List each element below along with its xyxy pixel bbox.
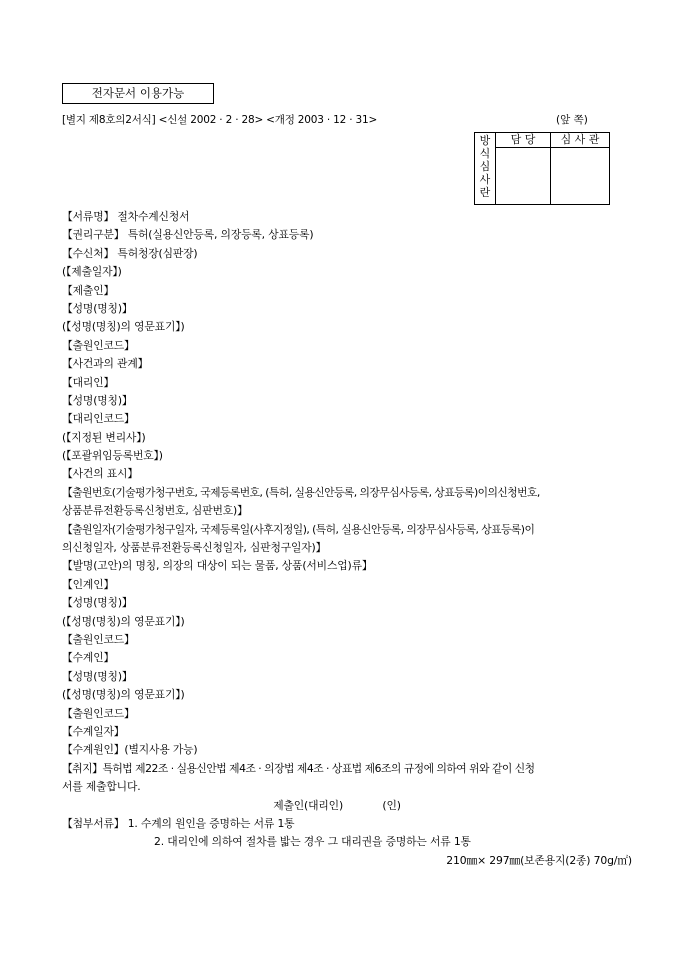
field-line: 【출원인코드】: [62, 338, 135, 352]
field-line: (【포괄위임등록번호】): [62, 449, 163, 463]
field-line: 【발명(고안)의 명칭, 의장의 대상이 되는 물품, 상품(서비스업)류】: [62, 559, 373, 573]
field-line: 【성명(명칭)】: [62, 596, 133, 610]
field-line: 【사건의 표시】: [62, 467, 138, 481]
signature-line: 제출인(대리인) (인): [273, 798, 401, 812]
field-line: 【출원인코드】: [62, 632, 135, 646]
field-line: (【지정된 변리사】): [62, 430, 146, 444]
field-line: 【수계일자】: [62, 724, 125, 738]
field-line: 【대리인】: [62, 375, 115, 389]
page-side-label: (앞 쪽): [556, 114, 588, 126]
approval-table: [474, 132, 610, 205]
field-line: 【수계인】: [62, 651, 115, 665]
attachments-line-1: 【첨부서류】 1. 수계의 원인을 증명하는 서류 1통: [62, 816, 295, 830]
approval-cell-examiner: [551, 148, 610, 205]
field-line: 【취지】특허법 제22조 · 실용신안법 제4조 · 의장법 제4조 · 상표법 제6조의 규정에 의하여 위와 같이 신청: [62, 761, 535, 775]
field-line: 【제출인】: [62, 283, 115, 297]
field-line: 【권리구분】 특허(실용신안등록, 의장등록, 상표등록): [62, 228, 314, 242]
paper-spec: 210㎜× 297㎜(보존용지(2종) 70g/㎡): [446, 853, 632, 867]
form-body: [62, 208, 632, 870]
field-line: (【성명(명칭)의 영문표기】): [62, 320, 185, 334]
approval-cell-officer: [496, 148, 551, 205]
field-line: 【성명(명칭)】: [62, 393, 133, 407]
field-line: 【대리인코드】: [62, 412, 135, 426]
approval-col-officer: 담 당: [496, 133, 551, 148]
field-line: 【출원일자(기술평가청구일자, 국제등록일(사후지정일), (특허, 실용신안등록, 의장무심사등록, 상표등록)이: [62, 522, 535, 536]
field-line: 【수계원인】(별지사용 가능): [62, 743, 198, 757]
field-line: (【성명(명칭)의 영문표기】): [62, 688, 185, 702]
field-line: 【사건과의 관계】: [62, 357, 149, 371]
field-line: 【성명(명칭)】: [62, 301, 133, 315]
field-line: 【인계인】: [62, 577, 115, 591]
field-line: 【성명(명칭)】: [62, 669, 133, 683]
field-line: 【출원번호(기술평가청구번호, 국제등록번호, (특허, 실용신안등록, 의장무심사등록, 상표등록)이의신청번호,: [62, 485, 540, 499]
attachments-line-2: 2. 대리인에 의하여 절차를 밟는 경우 그 대리권을 증명하는 서류 1통: [154, 835, 471, 849]
field-line: 서를 제출합니다.: [62, 780, 141, 794]
field-line: 【출원인코드】: [62, 706, 135, 720]
approval-vertical-label: 방 식 심 사 란: [475, 133, 496, 205]
field-line: 【서류명】 절차수계신청서: [62, 210, 190, 223]
approval-col-examiner: 심 사 관: [551, 133, 610, 148]
field-line: 상품분류전환등록신청번호, 심판번호)】: [62, 504, 248, 518]
field-line: 의신청일자, 상품분류전환등록신청일자, 심판청구일자)】: [62, 541, 327, 555]
field-line: (【제출일자】): [62, 265, 122, 279]
field-line: 【수신처】 특허청장(심판장): [62, 246, 198, 260]
e-document-stamp: 전자문서 이용가능: [62, 83, 214, 104]
field-line: (【성명(명칭)의 영문표기】): [62, 614, 185, 628]
form-reference: [별지 제8호의2서식] <신설 2002 · 2 · 28> <개정 2003 · 12 · 31>: [62, 114, 378, 126]
